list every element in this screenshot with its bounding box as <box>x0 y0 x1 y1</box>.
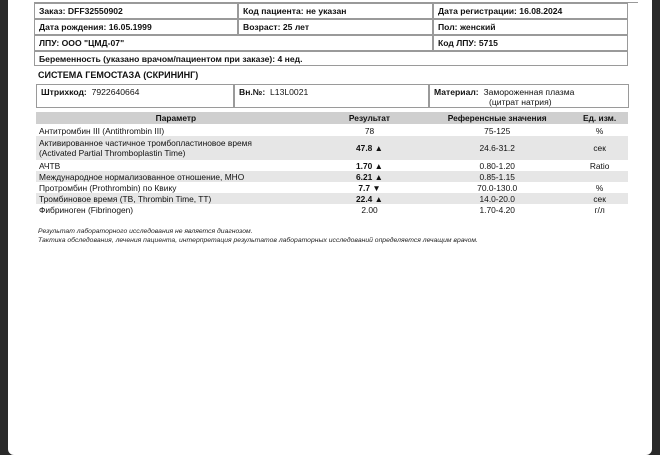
reference-cell: 0.80-1.20 <box>479 160 515 171</box>
table-row <box>36 204 628 215</box>
reference-cell: 24.6-31.2 <box>423 136 571 160</box>
unit-cell: Ratio <box>589 160 610 171</box>
unit-cell: г/л <box>594 204 605 215</box>
reference-cell: 1.70-4.20 <box>479 204 515 215</box>
param-line-1: Активированное частичное тромбопластиновое время <box>39 138 252 148</box>
reference-cell: 0.85-1.15 <box>423 171 571 182</box>
lpu-cell <box>34 35 433 51</box>
order-cell <box>34 3 238 19</box>
section-title: СИСТЕМА ГЕМОСТАЗА (СКРИНИНГ) <box>38 70 199 80</box>
reference-cell: 75-125 <box>484 125 511 136</box>
inner-number-value: L13L0021 <box>270 87 309 97</box>
pregnancy-text: Беременность (указано врачом/пациентом при заказе): 4 нед. <box>39 54 303 64</box>
reg-date-cell <box>433 3 628 19</box>
header-parameter: Параметр <box>36 112 316 125</box>
param-cell: Международное нормализованное отношение, МНО <box>36 171 316 182</box>
table-row <box>36 125 628 137</box>
result-cell: 22.4 ▲ <box>316 193 423 204</box>
barcode-label: Штрихкод: <box>41 87 87 97</box>
patient-code-label: Код пациента: <box>243 6 304 16</box>
result-cell: 1.70 ▲ <box>356 160 383 171</box>
birth-value: 16.05.1999 <box>108 22 152 32</box>
inner-number-box <box>234 84 429 108</box>
material-value-2: (цитрат натрия) <box>489 97 552 107</box>
reference-cell: 70.0-130.0 <box>477 182 518 193</box>
param-cell: АЧТВ <box>39 160 61 171</box>
result-cell: 6.21 ▲ <box>316 171 423 182</box>
header-unit: Ед. изм. <box>571 112 628 125</box>
result-cell: 2.00 <box>361 204 378 215</box>
birth-cell <box>34 19 238 35</box>
patient-code-cell <box>238 3 433 19</box>
age-cell <box>238 19 433 35</box>
sex-label: Пол: <box>438 22 458 32</box>
table-row <box>36 193 628 204</box>
unit-cell: % <box>595 182 604 193</box>
param-cell: Тромбиновое время (ТВ, Thrombin Time, TT) <box>36 193 316 204</box>
lpu-code-value: 5715 <box>478 38 498 48</box>
pregnancy-cell <box>34 51 628 66</box>
reg-date-label: Дата регистрации: <box>438 6 517 16</box>
param-cell: Фибриноген (Fibrinogen) <box>39 204 134 215</box>
lpu-code-label: Код ЛПУ: <box>438 38 477 48</box>
unit-cell: % <box>595 125 604 136</box>
unit-cell: сек <box>571 136 628 160</box>
sex-value: женский <box>459 22 496 32</box>
table-row <box>36 171 628 182</box>
lpu-code-cell <box>433 35 628 51</box>
header-reference: Референсные значения <box>423 112 571 125</box>
barcode-box <box>36 84 234 108</box>
results-table <box>36 112 628 215</box>
param-cell <box>36 136 316 160</box>
birth-label: Дата рождения: <box>39 22 107 32</box>
material-value-1: Замороженная плазма <box>483 87 575 97</box>
result-cell: 78 <box>364 125 375 136</box>
material-label: Материал: <box>434 87 479 97</box>
material-box <box>429 84 629 108</box>
age-label: Возраст: <box>243 22 281 32</box>
reference-cell: 14.0-20.0 <box>423 193 571 204</box>
disclaimer-note-1: Результат лабораторного исследования не является диагнозом. <box>38 228 253 235</box>
reg-date-value: 16.08.2024 <box>519 6 563 16</box>
param-cell: Антитромбин III (Antithrombin III) <box>39 125 165 136</box>
patient-code-value: не указан <box>305 6 347 16</box>
param-cell: Протромбин (Prothrombin) по Квику <box>39 182 177 193</box>
report-sheet <box>8 0 652 455</box>
unit-cell <box>571 171 628 182</box>
result-cell: 47.8 ▲ <box>316 136 423 160</box>
table-header-row <box>36 112 628 125</box>
age-value: 25 лет <box>282 22 310 32</box>
order-label: Заказ: <box>39 6 66 16</box>
param-line-2: (Activated Partial Thromboplastin Time) <box>39 148 186 158</box>
inner-number-label: Вн.№: <box>239 87 266 97</box>
unit-cell: сек <box>571 193 628 204</box>
disclaimer-note-2: Тактика обследования, лечения пациента, интерпретация результатов лабораторных исследований определяется лечащим врачом. <box>38 237 478 244</box>
result-cell: 7.7 ▼ <box>358 182 381 193</box>
lpu-value: ООО "ЦМД-07" <box>61 38 125 48</box>
table-row <box>36 136 628 160</box>
table-row <box>36 160 628 171</box>
lpu-label: ЛПУ: <box>39 38 60 48</box>
barcode-value: 7922640664 <box>91 87 140 97</box>
header-result: Результат <box>316 112 423 125</box>
order-value: DFF32550902 <box>67 6 123 16</box>
sex-cell <box>433 19 628 35</box>
table-row <box>36 182 628 193</box>
